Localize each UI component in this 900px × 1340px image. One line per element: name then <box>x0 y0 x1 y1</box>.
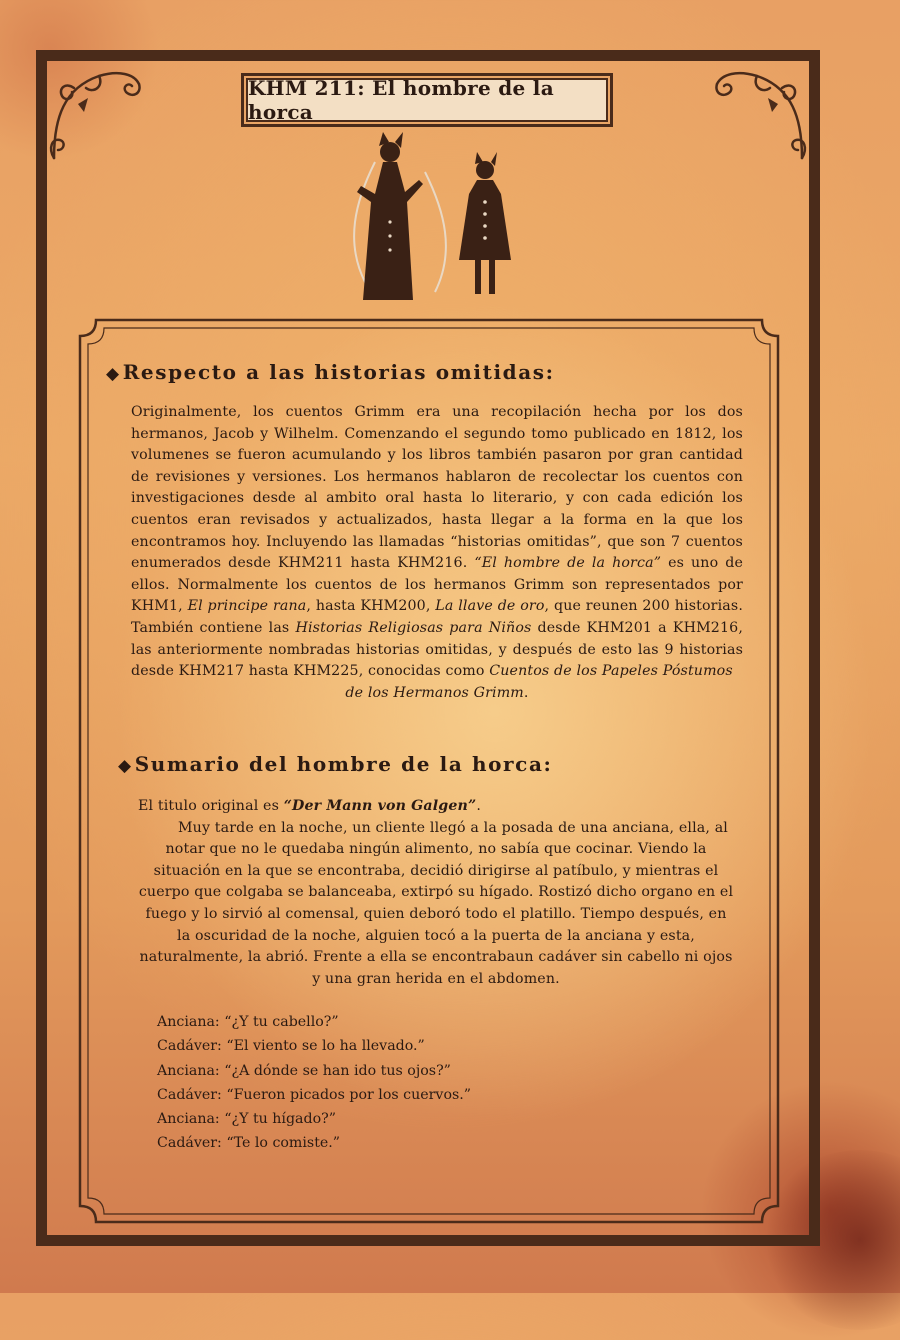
dialog-line: Cadáver: “Te lo comiste.” <box>157 1135 341 1152</box>
dialog-list <box>157 1010 577 1156</box>
diamond-icon: ◆ <box>106 364 121 384</box>
two-girls-silhouette <box>335 132 535 304</box>
dialog-line: Anciana: “¿A dónde se han ido tus ojos?” <box>157 1062 451 1079</box>
omitidas-paragraph: Originalmente, los cuentos Grimm era una recopilación hecha por los dos hermanos, Jacob y Wilhelm. Comenzando el segundo tomo publicado en 1812, los volumenes se fueron acumulando y los libros también pasaron por gran cantidad de revisiones y versiones. Los hermanos hablaron de recolectar los cuentos con investigaciones desde al ambito oral hasta lo literario, y con cada edición los cuentos eran revisados y actualizados, hasta llegar a la forma en la que los encontramos hoy. Incluyendo las llamadas “historias omitidas”, que son 7 cuentos enumerados desde KHM211 hasta KHM216. “El hombre de la horca” es uno de ellos. Normalmente los cuentos de los hermanos Grimm son representados por KHM1, El principe rana, hasta KHM200, La llave de oro, que reunen 200 historias. También contiene las Historias Religiosas para Niños desde KHM201 a KHM216, las anteriormente nombradas historias omitidas, y después de esto las 9 historias desde KHM217 hasta KHM225, conocidas como Cuentos de los Papeles Póstumos de los Hermanos Grimm. <box>131 404 743 701</box>
dialog-line: Cadáver: “El viento se lo ha llevado.” <box>157 1038 425 1055</box>
section-heading-sumario: ◆ Sumario del hombre de la horca: <box>118 752 553 776</box>
section-heading-omitidas: ◆ Respecto a las historias omitidas: <box>106 360 555 384</box>
sumario-paragraph: El titulo original es “Der Mann von Galgen”. Muy tarde en la noche, un cliente llegó a la posada de una anciana, ella, al notar que no le quedaba ningún alimento, no sabía que cocinar. Viendo la situación en la que se encontraba, decidió dirigirse al patíbulo, y mientras el cuerpo que colgaba se balanceaba, extirpó su hígado. Rostizó dicho organo en el fuego y lo sirvió al comensal, quien deboró todo el platillo. Tiempo después, en la oscuridad de la noche, alguien tocó a la puerta de la anciana y esta, naturalmente, la abrió. Frente a ella se encontrabaun cadáver sin cabello ni ojos y una gran herida en el abdomen. <box>138 798 734 987</box>
dialog-line: Anciana: “¿Y tu cabello?” <box>157 1014 339 1030</box>
flourish-icon <box>44 58 154 168</box>
diamond-icon: ◆ <box>118 756 133 776</box>
page-title: KHM 211: El hombre de la horca <box>246 78 608 122</box>
flourish-icon <box>702 58 812 168</box>
dialog-line: Cadáver: “Fueron picados por los cuervos.” <box>157 1086 472 1103</box>
dialog-line: Anciana: “¿Y tu hígado?” <box>157 1111 336 1128</box>
